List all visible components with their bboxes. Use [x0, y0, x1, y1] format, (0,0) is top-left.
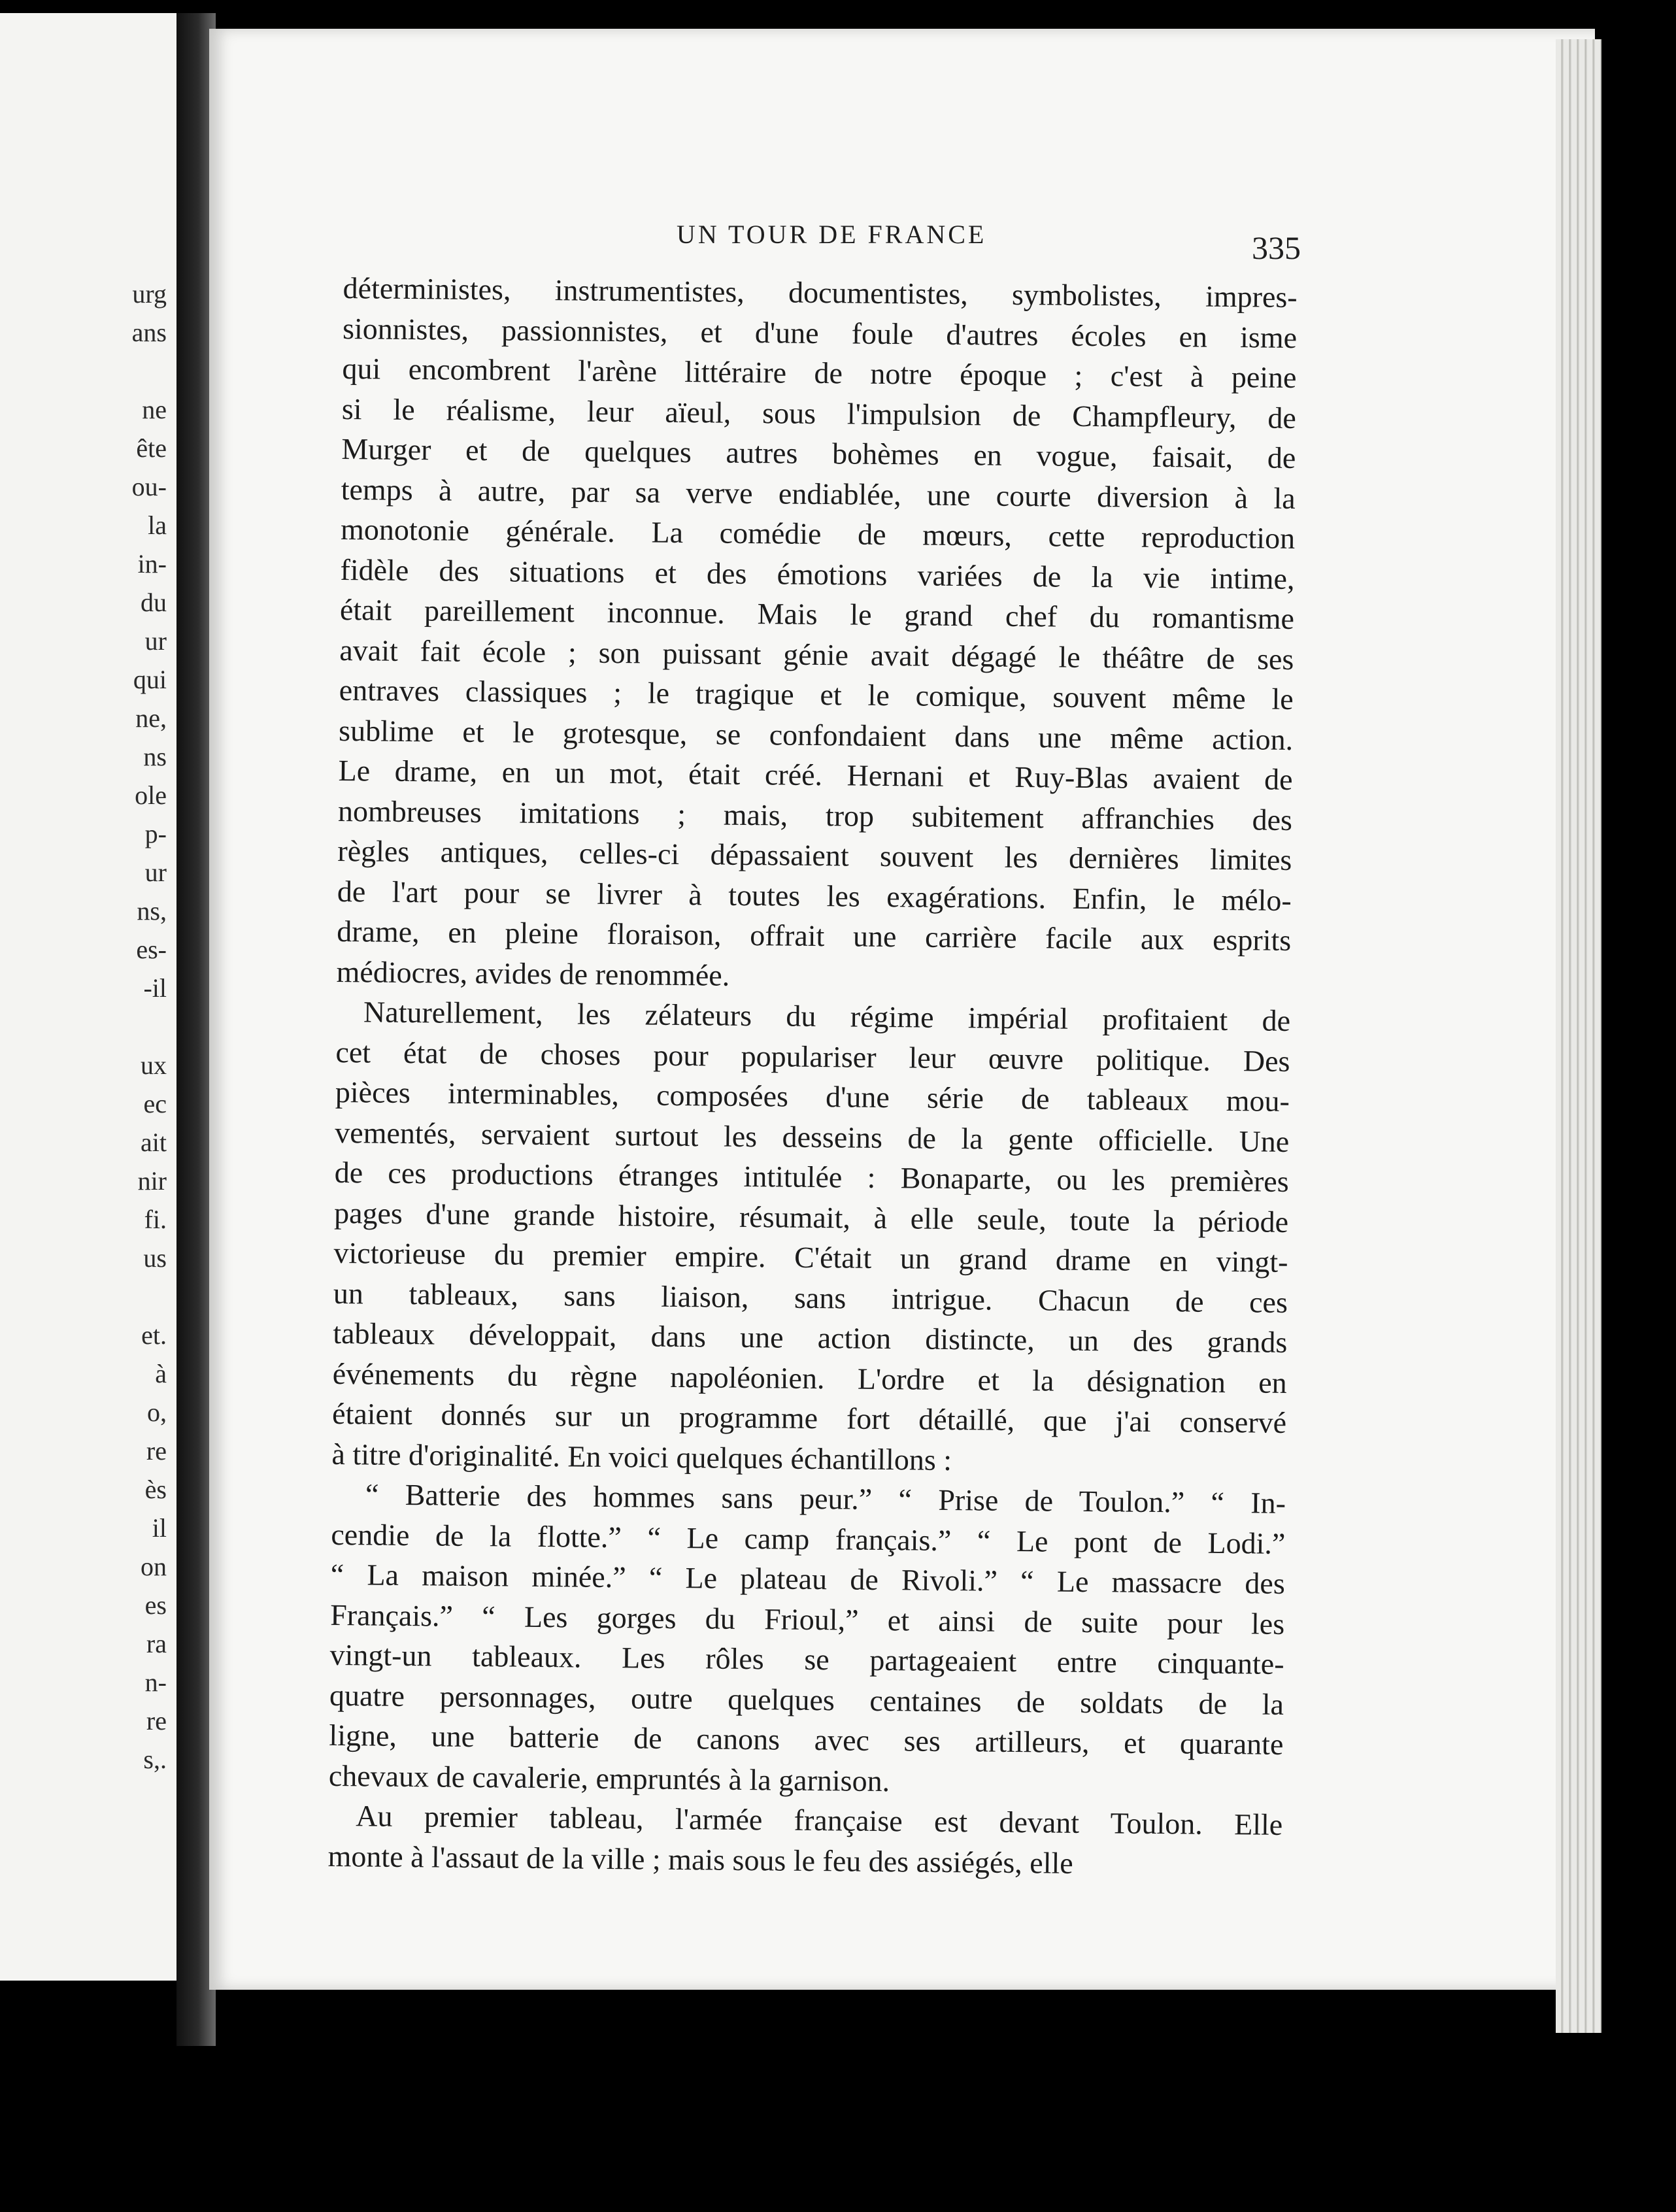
text-line: cendie de la flotte.” “ Le camp français.” “ Le pont de Lodi.” [331, 1517, 1286, 1560]
left-page-fragment: us [143, 1243, 167, 1273]
left-page-fragment: o, [147, 1398, 167, 1427]
left-page-fragment: ête [136, 433, 167, 463]
left-facing-page [0, 13, 176, 1981]
text-line: monotonie générale. La comédie de mœurs, cette reproduction [340, 512, 1296, 555]
left-page-fragment: re [146, 1706, 167, 1735]
text-line: fidèle des situations et des émotions variées de la vie intime, [340, 552, 1295, 595]
left-page-fragment: ne, [135, 703, 167, 733]
text-line: chevaux de cavalerie, empruntés à la garnison. [328, 1758, 890, 1798]
text-line: de ces productions étranges intitulée : Bonaparte, ou les premières [334, 1155, 1289, 1198]
page-number: 335 [1252, 229, 1301, 266]
left-page-fragment: on [141, 1552, 167, 1581]
left-page-fragment: s,. [143, 1745, 167, 1774]
left-page-fragment [0, 352, 167, 390]
text-line: avait fait école ; son puissant génie avait dégagé le théâtre de ses [339, 633, 1294, 676]
left-page-fragment: ur [144, 858, 167, 887]
running-title: UN TOUR DE FRANCE [677, 220, 987, 249]
left-page-fragment: es [144, 1590, 167, 1620]
text-line: nombreuses imitations ; mais, trop subitement affranchies des [337, 794, 1293, 837]
left-page-fragment: ou- [131, 472, 167, 501]
text-line: Murger et de quelques autres bohèmes en vogue, faisait, de [341, 431, 1296, 475]
left-page-fragment: ec [143, 1089, 167, 1118]
left-page-fragment: p- [144, 819, 167, 848]
text-line: drame, en pleine floraison, offrait une carrière facile aux esprits [337, 914, 1292, 957]
text-line: pièces interminables, composées d'une série de tableaux mou- [335, 1075, 1290, 1118]
left-page-fragment: ra [146, 1629, 167, 1658]
left-page-fragment [0, 1277, 167, 1316]
text-line: vingt-un tableaux. Les rôles se partageaient entre cinquante- [329, 1637, 1284, 1681]
left-page-fragment: ux [141, 1050, 167, 1080]
text-line: Le drame, en un mot, était créé. Hernani et Ruy-Blas avaient de [338, 753, 1293, 796]
text-line: monte à l'assaut de la ville ; mais sous le feu des assiégés, elle [327, 1839, 1073, 1880]
text-line: cet état de choses pour populariser leur œuvre politique. Des [335, 1035, 1290, 1078]
left-page-fragment: la [148, 511, 167, 540]
left-page-fragment: es- [136, 935, 167, 964]
text-line: sionnistes, passionnistes, et d'une foule d'autres écoles en isme [342, 311, 1298, 354]
text-line: si le réalisme, leur aïeul, sous l'impulsion de Champfleury, de [341, 392, 1297, 435]
left-page-fragment: qui [133, 665, 167, 694]
text-line: de l'art pour se livrer à toutes les exagérations. Enfin, le mélo- [337, 874, 1292, 917]
text-line: règles antiques, celles-ci dépassaient souvent les dernières limites [337, 833, 1292, 877]
text-line: étaient donnés sur un programme fort détaillé, que j'ai conservé [331, 1396, 1287, 1439]
left-page-fragment: et. [141, 1320, 167, 1350]
text-line: Naturellement, les zélateurs du régime impérial profitaient de [363, 995, 1291, 1037]
left-page-text-fragments [0, 275, 167, 1779]
text-line: pages d'une grande histoire, résumait, à elle seule, toute la période [333, 1196, 1289, 1239]
text-line: déterministes, instrumentistes, documentistes, symbolistes, impres- [343, 271, 1298, 314]
left-page-fragment: fi. [144, 1205, 167, 1234]
left-page-fragment: ole [135, 780, 167, 810]
text-line: “ La maison minée.” “ Le plateau de Rivoli.” “ Le massacre des [330, 1557, 1285, 1600]
left-page-fragment: re [146, 1436, 167, 1466]
text-line: ligne, une batterie de canons avec ses artilleurs, et quarante [329, 1718, 1284, 1761]
body-text [327, 268, 1298, 1885]
left-page-fragment: du [141, 588, 167, 617]
left-page-fragment: nir [137, 1166, 167, 1196]
text-line: sublime et le grotesque, se confondaient dans une même action. [338, 713, 1294, 756]
text-line: un tableaux, sans liaison, sans intrigue. Chacun de ces [333, 1276, 1288, 1319]
left-page-fragment: il [152, 1513, 167, 1543]
left-page-fragment: ne [142, 395, 167, 424]
left-page-fragment: n- [144, 1667, 167, 1697]
left-page-fragment: -il [143, 973, 167, 1003]
page-edges [1556, 39, 1601, 2033]
text-line: médiocres, avides de renommée. [336, 954, 730, 992]
text-line: à titre d'originalité. En voici quelques échantillons : [331, 1437, 952, 1477]
text-line: qui encombrent l'arène littéraire de notre époque ; c'est à peine [342, 351, 1297, 395]
left-page-fragment: ns [143, 742, 167, 771]
left-page-fragment: urg [132, 279, 167, 309]
text-line: était pareillement inconnue. Mais le grand chef du romantisme [339, 592, 1295, 635]
text-line: temps à autre, par sa verve endiablée, une courte diversion à la [341, 472, 1296, 515]
left-page-fragment: ur [144, 626, 167, 656]
left-page-fragment: in- [137, 549, 167, 578]
text-line: Au premier tableau, l'armée française est devant Toulon. Elle [356, 1799, 1283, 1841]
left-page-fragment: ns, [137, 896, 167, 926]
text-line: “ Batterie des hommes sans peur.” “ Prise de Toulon.” “ In- [365, 1477, 1286, 1520]
text-line: tableaux développait, dans une action distincte, un des grands [333, 1316, 1288, 1359]
left-page-fragment: ait [141, 1128, 167, 1157]
text-line: Français.” “ Les gorges du Frioul,” et ainsi de suite pour les [329, 1598, 1285, 1641]
text-line: entraves classiques ; le tragique et le comique, souvent même le [339, 673, 1294, 716]
left-page-fragment [0, 1007, 167, 1046]
text-line: événements du règne napoléonien. L'ordre et la désignation en [332, 1356, 1287, 1399]
text-line: quatre personnages, outre quelques centaines de soldats de la [329, 1678, 1284, 1721]
left-page-fragment: ans [131, 318, 167, 347]
left-page-fragment: ès [144, 1475, 167, 1504]
text-line: victorieuse du premier empire. C'était un grand drame en vingt- [333, 1235, 1288, 1279]
text-line: vementés, servaient surtout les desseins de la gente officielle. Une [335, 1115, 1290, 1158]
left-page-fragment: à [155, 1359, 167, 1388]
